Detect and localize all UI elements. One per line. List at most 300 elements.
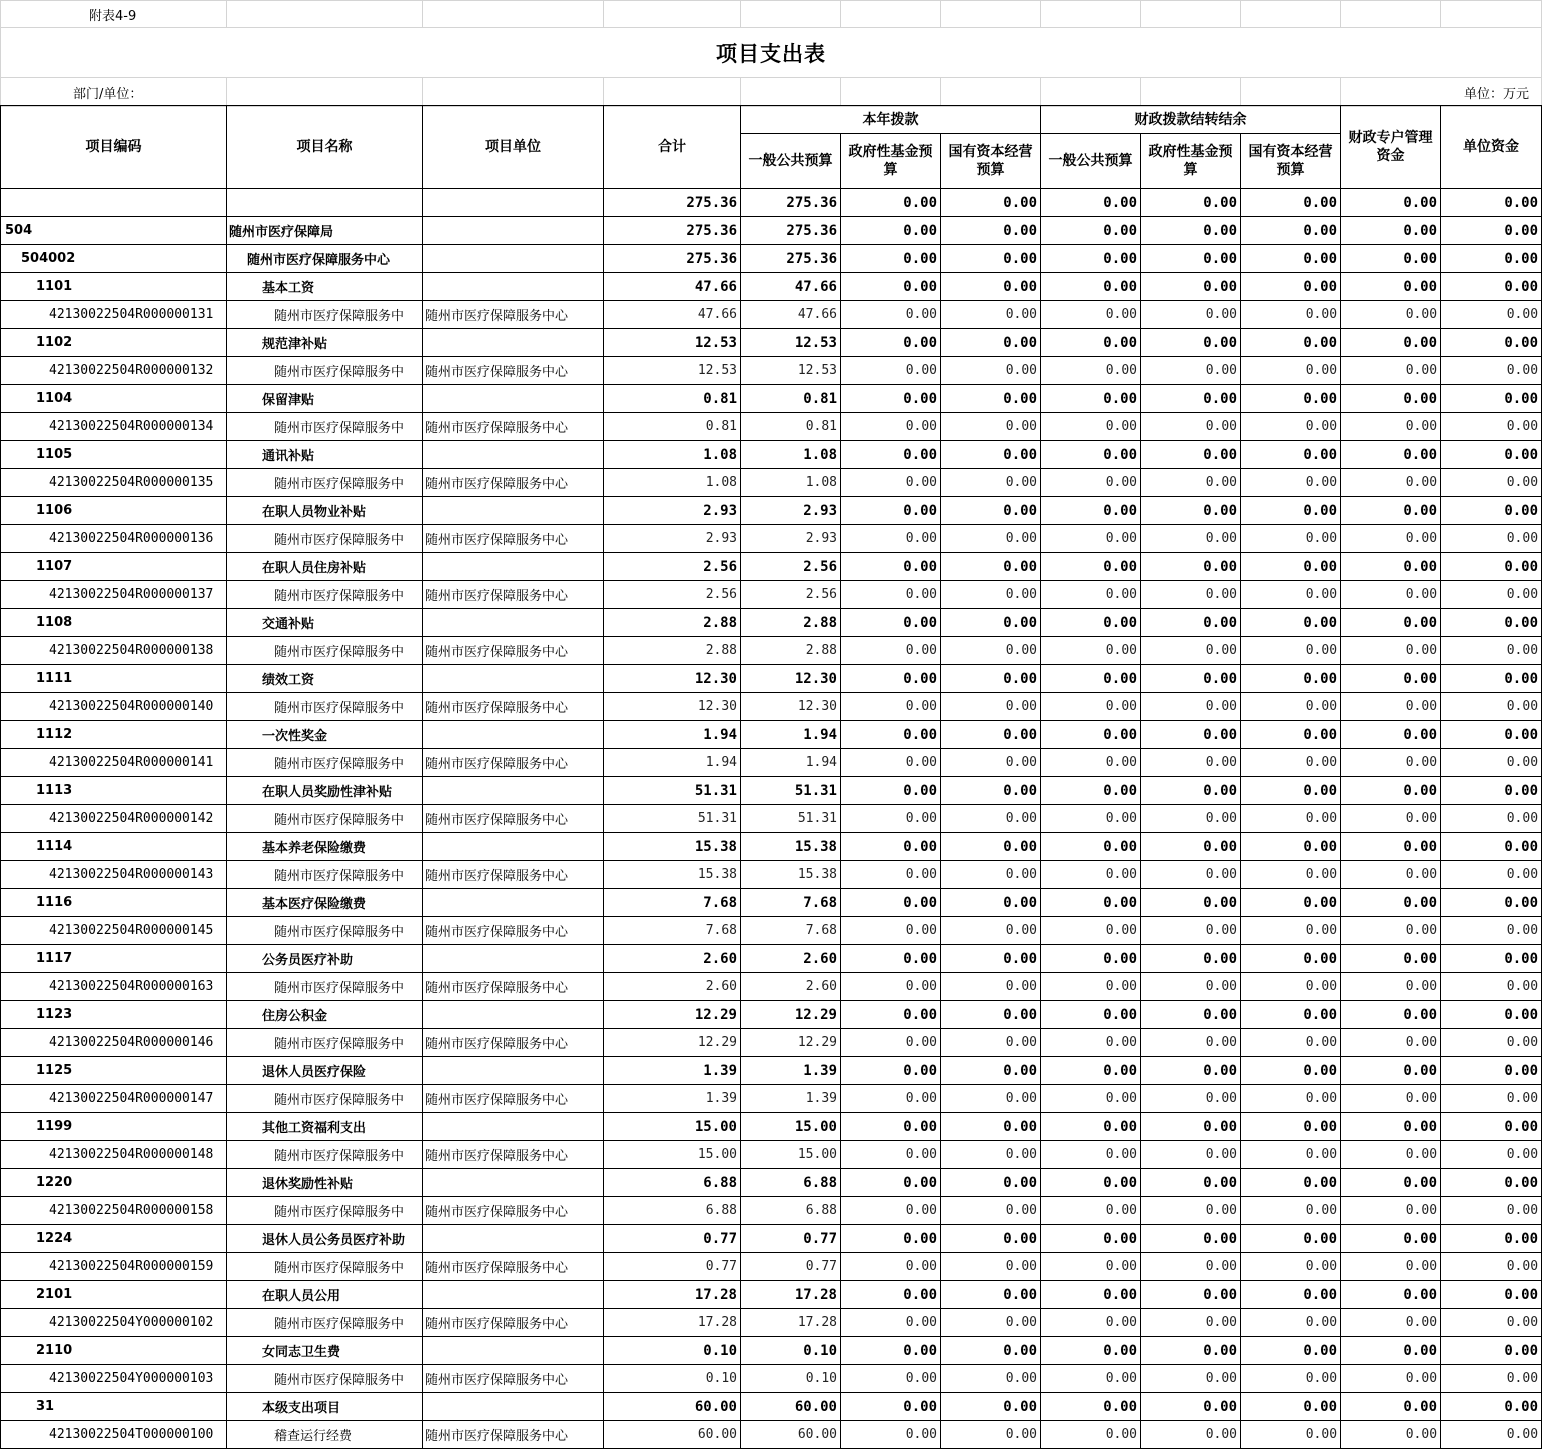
cell-amount[interactable]: 0.00 xyxy=(1441,665,1542,693)
cell-amount[interactable]: 0.00 xyxy=(1241,413,1341,441)
cell-unit[interactable]: 随州市医疗保障服务中心 xyxy=(423,1421,604,1449)
sheet-title[interactable]: 项目支出表 xyxy=(1,28,1542,78)
cell-amount[interactable]: 0.00 xyxy=(1141,385,1241,413)
department-label[interactable]: 部门/单位： xyxy=(1,78,227,107)
cell-name[interactable]: 规范津补贴 xyxy=(227,329,423,357)
cell-amount[interactable]: 0.00 xyxy=(1041,329,1141,357)
cell-amount[interactable]: 0.00 xyxy=(1441,1225,1542,1253)
cell-amount[interactable]: 0.00 xyxy=(1441,357,1542,385)
cell-code[interactable]: 42130022504R000000141 xyxy=(1,749,227,777)
cell-amount[interactable]: 0.00 xyxy=(1441,693,1542,721)
cell-unit[interactable] xyxy=(423,1393,604,1421)
cell-unit[interactable] xyxy=(423,385,604,413)
header-carryover-gov-fund[interactable]: 政府性基金预算 xyxy=(1141,134,1241,189)
cell-amount[interactable]: 0.00 xyxy=(1441,1337,1542,1365)
cell-amount[interactable]: 0.00 xyxy=(1241,581,1341,609)
cell-amount[interactable]: 0.00 xyxy=(1141,1365,1241,1393)
cell-amount[interactable]: 0.00 xyxy=(841,1169,941,1197)
cell-amount[interactable]: 0.00 xyxy=(1141,1393,1241,1421)
cell-amount[interactable]: 0.00 xyxy=(941,1169,1041,1197)
cell-amount[interactable]: 0.00 xyxy=(1441,1169,1542,1197)
cell-amount[interactable]: 0.00 xyxy=(941,1393,1041,1421)
cell-amount[interactable]: 0.00 xyxy=(1241,609,1341,637)
cell-name[interactable]: 本级支出项目 xyxy=(227,1393,423,1421)
cell-amount[interactable]: 0.00 xyxy=(1241,1309,1341,1337)
cell-amount[interactable]: 0.77 xyxy=(604,1253,741,1281)
cell-amount[interactable]: 51.31 xyxy=(741,805,841,833)
cell-amount[interactable]: 0.00 xyxy=(1141,973,1241,1001)
cell-amount[interactable]: 17.28 xyxy=(604,1281,741,1309)
cell-amount[interactable]: 0.00 xyxy=(1241,441,1341,469)
cell-amount[interactable]: 0.00 xyxy=(941,1029,1041,1057)
cell-amount[interactable]: 0.00 xyxy=(1041,1141,1141,1169)
cell-amount[interactable]: 0.00 xyxy=(1141,581,1241,609)
cell-name[interactable]: 在职人员住房补贴 xyxy=(227,553,423,581)
cell-unit[interactable] xyxy=(423,833,604,861)
cell-amount[interactable]: 0.00 xyxy=(1441,917,1542,945)
cell-name[interactable]: 随州市医疗保障服务中 xyxy=(227,1253,423,1281)
cell-amount[interactable]: 0.00 xyxy=(1041,917,1141,945)
cell-amount[interactable]: 0.00 xyxy=(1141,1085,1241,1113)
cell-unit[interactable]: 随州市医疗保障服务中心 xyxy=(423,637,604,665)
cell-amount[interactable]: 0.77 xyxy=(741,1253,841,1281)
cell-amount[interactable]: 0.00 xyxy=(1341,693,1441,721)
cell-amount[interactable]: 0.00 xyxy=(1041,721,1141,749)
cell-unit[interactable]: 随州市医疗保障服务中心 xyxy=(423,973,604,1001)
cell-code[interactable]: 1102 xyxy=(1,329,227,357)
header-project-unit[interactable]: 项目单位 xyxy=(423,106,604,189)
cell-amount[interactable]: 0.00 xyxy=(941,1197,1041,1225)
cell-amount[interactable]: 0.00 xyxy=(1341,1309,1441,1337)
cell-amount[interactable]: 0.00 xyxy=(841,581,941,609)
cell-amount[interactable]: 0.00 xyxy=(1441,525,1542,553)
cell-amount[interactable]: 0.00 xyxy=(941,273,1041,301)
cell-amount[interactable]: 0.10 xyxy=(604,1337,741,1365)
cell-amount[interactable]: 1.08 xyxy=(604,469,741,497)
cell-amount[interactable]: 0.00 xyxy=(1141,1169,1241,1197)
cell-code[interactable]: 1123 xyxy=(1,1001,227,1029)
cell-amount[interactable]: 0.00 xyxy=(841,1421,941,1449)
cell-unit[interactable]: 随州市医疗保障服务中心 xyxy=(423,749,604,777)
cell-amount[interactable]: 12.29 xyxy=(741,1001,841,1029)
cell-amount[interactable]: 0.00 xyxy=(841,1393,941,1421)
cell-code[interactable]: 1106 xyxy=(1,497,227,525)
cell-code[interactable]: 1114 xyxy=(1,833,227,861)
cell-amount[interactable]: 0.00 xyxy=(1241,889,1341,917)
cell-amount[interactable]: 0.00 xyxy=(1041,1057,1141,1085)
cell-amount[interactable]: 0.00 xyxy=(1341,469,1441,497)
cell-name[interactable]: 随州市医疗保障服务中 xyxy=(227,1309,423,1337)
cell-amount[interactable]: 0.00 xyxy=(1241,1141,1341,1169)
cell-amount[interactable]: 0.00 xyxy=(1141,805,1241,833)
cell-name[interactable]: 随州市医疗保障服务中 xyxy=(227,637,423,665)
cell-amount[interactable]: 0.00 xyxy=(1241,1057,1341,1085)
cell-amount[interactable]: 1.08 xyxy=(741,441,841,469)
cell-amount[interactable]: 0.00 xyxy=(1041,1337,1141,1365)
cell-code[interactable]: 42130022504R000000145 xyxy=(1,917,227,945)
cell-amount[interactable]: 0.00 xyxy=(1341,749,1441,777)
cell-amount[interactable]: 0.00 xyxy=(941,217,1041,245)
cell-amount[interactable]: 0.00 xyxy=(1441,889,1542,917)
cell-amount[interactable]: 0.00 xyxy=(1241,861,1341,889)
cell-amount[interactable]: 0.00 xyxy=(941,693,1041,721)
cell-amount[interactable]: 17.28 xyxy=(604,1309,741,1337)
cell-amount[interactable]: 0.00 xyxy=(1441,1029,1542,1057)
cell-amount[interactable]: 0.00 xyxy=(1241,721,1341,749)
cell-amount[interactable]: 0.00 xyxy=(1041,1085,1141,1113)
cell-name[interactable]: 随州市医疗保障服务中 xyxy=(227,693,423,721)
cell-amount[interactable]: 0.00 xyxy=(1241,805,1341,833)
cell-amount[interactable]: 0.00 xyxy=(1141,553,1241,581)
cell-amount[interactable]: 0.00 xyxy=(941,1309,1041,1337)
cell-amount[interactable]: 0.00 xyxy=(1341,329,1441,357)
cell-unit[interactable]: 随州市医疗保障服务中心 xyxy=(423,469,604,497)
cell-amount[interactable]: 0.00 xyxy=(1441,189,1542,217)
cell-amount[interactable]: 0.00 xyxy=(941,805,1041,833)
cell-amount[interactable]: 0.00 xyxy=(1241,777,1341,805)
cell-code[interactable]: 42130022504R000000137 xyxy=(1,581,227,609)
cell-amount[interactable]: 0.00 xyxy=(1441,441,1542,469)
cell-amount[interactable]: 0.00 xyxy=(1141,1421,1241,1449)
cell-amount[interactable]: 0.00 xyxy=(1141,525,1241,553)
cell-amount[interactable]: 0.00 xyxy=(1441,749,1542,777)
cell-amount[interactable]: 0.00 xyxy=(1441,1141,1542,1169)
cell-amount[interactable]: 0.00 xyxy=(1441,245,1542,273)
cell-amount[interactable]: 0.00 xyxy=(1141,413,1241,441)
cell-amount[interactable]: 0.00 xyxy=(941,749,1041,777)
cell-amount[interactable]: 0.00 xyxy=(1041,1197,1141,1225)
cell-code[interactable]: 42130022504R000000147 xyxy=(1,1085,227,1113)
cell-unit[interactable] xyxy=(423,441,604,469)
cell-code[interactable]: 42130022504R000000142 xyxy=(1,805,227,833)
cell-amount[interactable]: 275.36 xyxy=(741,217,841,245)
cell-amount[interactable]: 0.00 xyxy=(1341,581,1441,609)
cell-amount[interactable]: 0.00 xyxy=(1341,1085,1441,1113)
cell-amount[interactable]: 1.08 xyxy=(741,469,841,497)
cell-amount[interactable]: 0.10 xyxy=(741,1365,841,1393)
cell-unit[interactable]: 随州市医疗保障服务中心 xyxy=(423,581,604,609)
cell-amount[interactable]: 0.00 xyxy=(1441,1001,1542,1029)
cell-amount[interactable]: 0.00 xyxy=(1341,945,1441,973)
cell-amount[interactable]: 0.00 xyxy=(1241,497,1341,525)
cell-unit[interactable]: 随州市医疗保障服务中心 xyxy=(423,1365,604,1393)
cell-amount[interactable]: 1.39 xyxy=(604,1057,741,1085)
cell-amount[interactable]: 0.00 xyxy=(841,525,941,553)
cell-amount[interactable]: 0.00 xyxy=(1141,217,1241,245)
cell-name[interactable]: 随州市医疗保障服务中心 xyxy=(227,245,423,273)
cell-amount[interactable]: 0.00 xyxy=(941,1337,1041,1365)
cell-amount[interactable]: 0.00 xyxy=(841,441,941,469)
cell-amount[interactable]: 0.00 xyxy=(1041,777,1141,805)
cell-amount[interactable]: 0.00 xyxy=(1341,1029,1441,1057)
cell-name[interactable]: 随州市医疗保障服务中 xyxy=(227,973,423,1001)
cell-amount[interactable]: 0.00 xyxy=(1141,917,1241,945)
cell-amount[interactable]: 0.00 xyxy=(941,1253,1041,1281)
cell-amount[interactable]: 0.10 xyxy=(604,1365,741,1393)
cell-amount[interactable]: 0.00 xyxy=(1041,441,1141,469)
cell-unit[interactable] xyxy=(423,245,604,273)
cell-amount[interactable]: 0.00 xyxy=(1441,497,1542,525)
cell-unit[interactable]: 随州市医疗保障服务中心 xyxy=(423,917,604,945)
cell-amount[interactable]: 2.60 xyxy=(741,945,841,973)
cell-name[interactable]: 在职人员奖励性津补贴 xyxy=(227,777,423,805)
cell-amount[interactable]: 0.81 xyxy=(741,385,841,413)
cell-amount[interactable]: 0.00 xyxy=(841,777,941,805)
cell-amount[interactable]: 2.88 xyxy=(604,637,741,665)
cell-amount[interactable]: 0.00 xyxy=(1441,469,1542,497)
cell-name[interactable]: 稽查运行经费 xyxy=(227,1421,423,1449)
cell-amount[interactable]: 0.00 xyxy=(1341,1225,1441,1253)
cell-amount[interactable]: 0.00 xyxy=(1441,637,1542,665)
header-carryover-general-budget[interactable]: 一般公共预算 xyxy=(1041,134,1141,189)
cell-name[interactable]: 通讯补贴 xyxy=(227,441,423,469)
cell-amount[interactable]: 0.00 xyxy=(1241,693,1341,721)
cell-code[interactable]: 2110 xyxy=(1,1337,227,1365)
cell-amount[interactable]: 0.00 xyxy=(941,413,1041,441)
cell-unit[interactable] xyxy=(423,553,604,581)
cell-unit[interactable] xyxy=(423,1001,604,1029)
cell-amount[interactable]: 0.00 xyxy=(1141,609,1241,637)
cell-amount[interactable]: 47.66 xyxy=(741,301,841,329)
cell-amount[interactable]: 0.00 xyxy=(1241,329,1341,357)
cell-amount[interactable]: 0.00 xyxy=(941,329,1041,357)
header-project-code[interactable]: 项目编码 xyxy=(1,106,227,189)
cell-amount[interactable]: 15.00 xyxy=(741,1113,841,1141)
cell-amount[interactable]: 0.00 xyxy=(1141,833,1241,861)
cell-unit[interactable]: 随州市医疗保障服务中心 xyxy=(423,1029,604,1057)
cell-amount[interactable]: 275.36 xyxy=(604,189,741,217)
cell-amount[interactable]: 0.00 xyxy=(941,609,1041,637)
cell-name[interactable]: 随州市医疗保障服务中 xyxy=(227,413,423,441)
cell-code[interactable]: 1117 xyxy=(1,945,227,973)
cell-amount[interactable]: 0.00 xyxy=(841,553,941,581)
cell-code[interactable]: 504002 xyxy=(1,245,227,273)
header-current-gov-fund[interactable]: 政府性基金预算 xyxy=(841,134,941,189)
cell-code[interactable]: 42130022504R000000134 xyxy=(1,413,227,441)
cell-code[interactable]: 1112 xyxy=(1,721,227,749)
cell-code[interactable]: 42130022504R000000135 xyxy=(1,469,227,497)
cell-name[interactable]: 女同志卫生费 xyxy=(227,1337,423,1365)
cell-amount[interactable]: 0.00 xyxy=(1141,1225,1241,1253)
cell-code[interactable]: 42130022504R000000132 xyxy=(1,357,227,385)
cell-amount[interactable]: 0.00 xyxy=(1341,217,1441,245)
cell-amount[interactable]: 12.30 xyxy=(604,693,741,721)
cell-amount[interactable]: 0.00 xyxy=(841,1281,941,1309)
cell-amount[interactable]: 0.00 xyxy=(1041,861,1141,889)
cell-amount[interactable]: 0.00 xyxy=(1041,805,1141,833)
cell-amount[interactable]: 0.00 xyxy=(1241,1421,1341,1449)
cell-amount[interactable]: 0.00 xyxy=(1241,665,1341,693)
cell-amount[interactable]: 0.00 xyxy=(1341,301,1441,329)
cell-amount[interactable]: 0.00 xyxy=(841,805,941,833)
cell-amount[interactable]: 0.00 xyxy=(1341,805,1441,833)
cell-amount[interactable]: 0.00 xyxy=(1241,1085,1341,1113)
cell-amount[interactable]: 0.00 xyxy=(1141,945,1241,973)
cell-amount[interactable]: 1.39 xyxy=(741,1057,841,1085)
cell-amount[interactable]: 0.00 xyxy=(1441,973,1542,1001)
cell-amount[interactable]: 0.00 xyxy=(941,777,1041,805)
cell-amount[interactable]: 0.00 xyxy=(1241,637,1341,665)
cell-code[interactable]: 42130022504R000000131 xyxy=(1,301,227,329)
cell-unit[interactable]: 随州市医疗保障服务中心 xyxy=(423,413,604,441)
cell-amount[interactable]: 0.00 xyxy=(841,1253,941,1281)
unit-label[interactable]: 单位：万元 xyxy=(1341,78,1542,107)
cell-amount[interactable]: 0.00 xyxy=(1341,553,1441,581)
cell-amount[interactable]: 0.00 xyxy=(1441,413,1542,441)
cell-amount[interactable]: 0.00 xyxy=(841,1141,941,1169)
cell-amount[interactable]: 0.00 xyxy=(1041,1169,1141,1197)
cell-amount[interactable]: 0.00 xyxy=(1041,553,1141,581)
cell-amount[interactable]: 0.77 xyxy=(741,1225,841,1253)
cell-amount[interactable]: 0.00 xyxy=(941,553,1041,581)
cell-amount[interactable]: 0.00 xyxy=(1141,1309,1241,1337)
cell-name[interactable]: 交通补贴 xyxy=(227,609,423,637)
cell-unit[interactable]: 随州市医疗保障服务中心 xyxy=(423,693,604,721)
cell-name[interactable]: 随州市医疗保障服务中 xyxy=(227,301,423,329)
cell-code[interactable]: 1107 xyxy=(1,553,227,581)
cell-amount[interactable]: 275.36 xyxy=(604,245,741,273)
cell-name[interactable]: 随州市医疗保障服务中 xyxy=(227,805,423,833)
cell-amount[interactable]: 15.00 xyxy=(604,1141,741,1169)
cell-unit[interactable] xyxy=(423,609,604,637)
header-current-state-capital[interactable]: 国有资本经营预算 xyxy=(941,134,1041,189)
cell-amount[interactable]: 0.00 xyxy=(1141,1001,1241,1029)
cell-amount[interactable]: 15.00 xyxy=(604,1113,741,1141)
cell-amount[interactable]: 0.00 xyxy=(841,609,941,637)
cell-amount[interactable]: 60.00 xyxy=(604,1393,741,1421)
cell-name[interactable]: 基本养老保险缴费 xyxy=(227,833,423,861)
cell-amount[interactable]: 1.94 xyxy=(741,749,841,777)
cell-amount[interactable]: 0.00 xyxy=(1341,1113,1441,1141)
cell-code[interactable]: 42130022504R000000136 xyxy=(1,525,227,553)
cell-amount[interactable]: 0.00 xyxy=(1041,1393,1141,1421)
cell-amount[interactable]: 0.00 xyxy=(1241,1253,1341,1281)
cell-amount[interactable]: 0.00 xyxy=(1241,1393,1341,1421)
cell-amount[interactable]: 0.00 xyxy=(1441,1281,1542,1309)
cell-amount[interactable]: 0.00 xyxy=(1241,1365,1341,1393)
cell-name[interactable]: 在职人员公用 xyxy=(227,1281,423,1309)
cell-name[interactable]: 公务员医疗补助 xyxy=(227,945,423,973)
cell-amount[interactable]: 0.00 xyxy=(1041,1309,1141,1337)
cell-amount[interactable]: 2.93 xyxy=(604,525,741,553)
cell-amount[interactable]: 47.66 xyxy=(741,273,841,301)
cell-amount[interactable]: 0.00 xyxy=(1341,721,1441,749)
cell-unit[interactable]: 随州市医疗保障服务中心 xyxy=(423,357,604,385)
cell-amount[interactable]: 0.00 xyxy=(841,1337,941,1365)
cell-amount[interactable]: 0.00 xyxy=(841,637,941,665)
cell-amount[interactable]: 2.60 xyxy=(604,945,741,973)
cell-amount[interactable]: 2.56 xyxy=(741,581,841,609)
cell-amount[interactable]: 2.88 xyxy=(741,609,841,637)
cell-name[interactable]: 随州市医疗保障服务中 xyxy=(227,1365,423,1393)
cell-code[interactable]: 42130022504R000000143 xyxy=(1,861,227,889)
cell-amount[interactable]: 0.00 xyxy=(1441,301,1542,329)
cell-amount[interactable]: 0.00 xyxy=(1441,1253,1542,1281)
cell-amount[interactable]: 0.00 xyxy=(1041,1253,1141,1281)
cell-amount[interactable]: 0.00 xyxy=(1441,217,1542,245)
cell-amount[interactable]: 0.00 xyxy=(1041,1029,1141,1057)
cell-amount[interactable]: 60.00 xyxy=(741,1421,841,1449)
cell-amount[interactable]: 0.00 xyxy=(841,189,941,217)
cell-amount[interactable]: 2.60 xyxy=(741,973,841,1001)
cell-amount[interactable]: 0.81 xyxy=(604,385,741,413)
cell-amount[interactable]: 0.00 xyxy=(1441,609,1542,637)
cell-amount[interactable]: 0.00 xyxy=(1041,945,1141,973)
cell-code[interactable]: 1224 xyxy=(1,1225,227,1253)
cell-amount[interactable]: 0.00 xyxy=(841,945,941,973)
cell-unit[interactable] xyxy=(423,1225,604,1253)
cell-code[interactable]: 1101 xyxy=(1,273,227,301)
cell-amount[interactable]: 0.00 xyxy=(941,1281,1041,1309)
cell-amount[interactable]: 0.00 xyxy=(1041,749,1141,777)
cell-amount[interactable]: 2.56 xyxy=(741,553,841,581)
header-unit-fund[interactable]: 单位资金 xyxy=(1441,106,1542,189)
cell-amount[interactable]: 17.28 xyxy=(741,1281,841,1309)
cell-amount[interactable]: 60.00 xyxy=(604,1421,741,1449)
cell-amount[interactable]: 0.00 xyxy=(941,441,1041,469)
cell-amount[interactable]: 0.00 xyxy=(1041,973,1141,1001)
cell-name[interactable] xyxy=(227,189,423,217)
cell-amount[interactable]: 0.00 xyxy=(1041,833,1141,861)
cell-amount[interactable]: 0.00 xyxy=(1141,637,1241,665)
cell-amount[interactable]: 0.00 xyxy=(841,1029,941,1057)
cell-name[interactable]: 随州市医疗保障服务中 xyxy=(227,1029,423,1057)
cell-amount[interactable]: 0.00 xyxy=(1341,1421,1441,1449)
cell-amount[interactable]: 0.00 xyxy=(1441,1309,1542,1337)
header-total[interactable]: 合计 xyxy=(604,106,741,189)
cell-code[interactable]: 1125 xyxy=(1,1057,227,1085)
cell-code[interactable]: 42130022504T000000100 xyxy=(1,1421,227,1449)
header-project-name[interactable]: 项目名称 xyxy=(227,106,423,189)
cell-amount[interactable]: 7.68 xyxy=(604,889,741,917)
cell-code[interactable]: 1108 xyxy=(1,609,227,637)
cell-name[interactable]: 随州市医疗保障服务中 xyxy=(227,917,423,945)
cell-amount[interactable]: 12.53 xyxy=(604,329,741,357)
cell-amount[interactable]: 15.38 xyxy=(604,861,741,889)
cell-amount[interactable]: 0.00 xyxy=(1241,1197,1341,1225)
cell-amount[interactable]: 12.29 xyxy=(604,1001,741,1029)
cell-amount[interactable]: 0.00 xyxy=(941,189,1041,217)
cell-unit[interactable] xyxy=(423,189,604,217)
cell-amount[interactable]: 0.00 xyxy=(1341,889,1441,917)
cell-amount[interactable]: 0.81 xyxy=(604,413,741,441)
header-current-general-budget[interactable]: 一般公共预算 xyxy=(741,134,841,189)
cell-amount[interactable]: 0.00 xyxy=(1141,301,1241,329)
cell-amount[interactable]: 0.00 xyxy=(1441,945,1542,973)
cell-amount[interactable]: 0.00 xyxy=(841,385,941,413)
cell-amount[interactable]: 0.00 xyxy=(1341,441,1441,469)
cell-amount[interactable]: 12.29 xyxy=(741,1029,841,1057)
cell-code[interactable]: 504 xyxy=(1,217,227,245)
cell-unit[interactable]: 随州市医疗保障服务中心 xyxy=(423,1197,604,1225)
cell-name[interactable]: 住房公积金 xyxy=(227,1001,423,1029)
cell-amount[interactable]: 0.00 xyxy=(841,1113,941,1141)
cell-amount[interactable]: 6.88 xyxy=(604,1197,741,1225)
cell-amount[interactable]: 0.00 xyxy=(1241,189,1341,217)
cell-amount[interactable]: 0.00 xyxy=(1041,385,1141,413)
cell-amount[interactable]: 0.00 xyxy=(1241,525,1341,553)
cell-amount[interactable]: 0.00 xyxy=(1141,497,1241,525)
cell-amount[interactable]: 0.00 xyxy=(841,693,941,721)
cell-name[interactable]: 随州市医疗保障服务中 xyxy=(227,1085,423,1113)
cell-amount[interactable]: 0.00 xyxy=(1041,1281,1141,1309)
cell-amount[interactable]: 0.00 xyxy=(1341,777,1441,805)
header-special-fund[interactable]: 财政专户管理资金 xyxy=(1341,106,1441,189)
cell-unit[interactable]: 随州市医疗保障服务中心 xyxy=(423,1141,604,1169)
cell-amount[interactable]: 0.00 xyxy=(941,357,1041,385)
cell-code[interactable]: 42130022504R000000146 xyxy=(1,1029,227,1057)
cell-amount[interactable]: 0.00 xyxy=(1241,1001,1341,1029)
